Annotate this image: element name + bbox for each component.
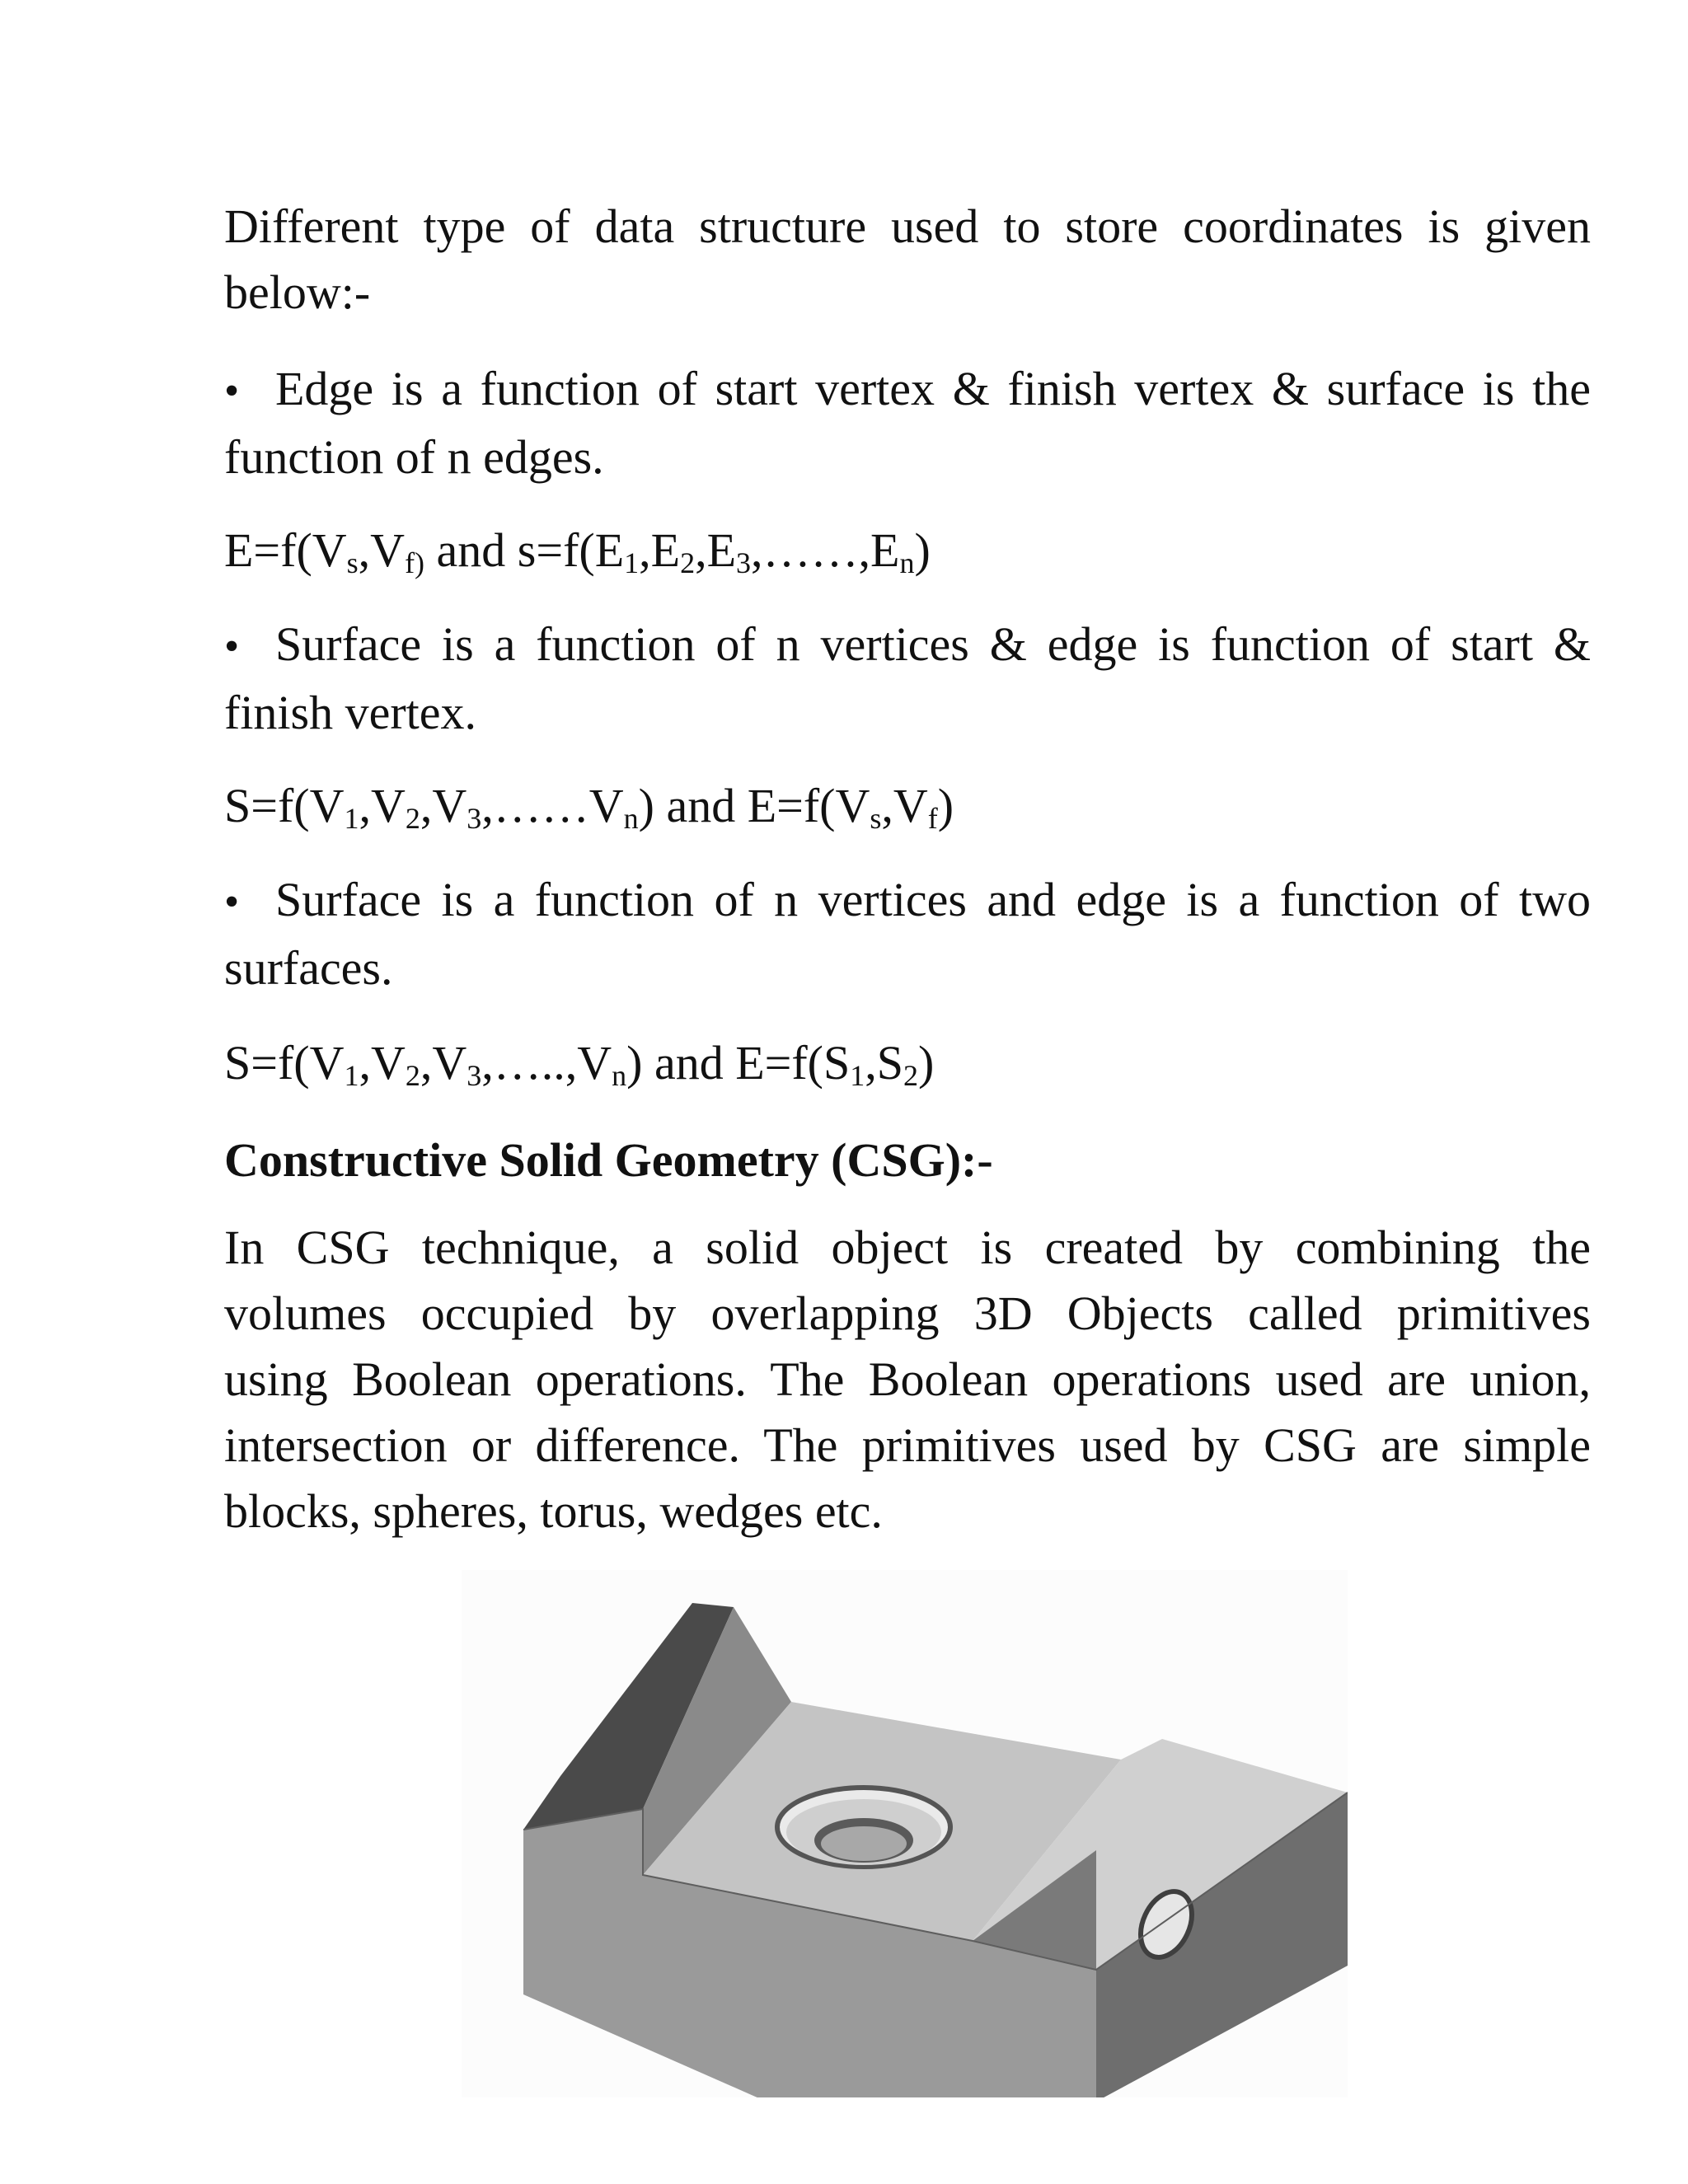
eq-text: ,……V [481, 779, 624, 832]
bullet-icon [224, 356, 275, 424]
eq-subscript: n [899, 546, 915, 579]
eq-subscript: 1 [850, 1059, 865, 1092]
bullet-icon [224, 867, 275, 935]
eq-text: ,V [359, 779, 406, 832]
eq-text: and s=f(E [424, 523, 625, 577]
eq-text: ) and E=f(V [638, 779, 870, 832]
eq-text: ,……,E [751, 523, 900, 577]
eq-subscript: 2 [680, 546, 696, 579]
eq-text: ,V [881, 779, 928, 832]
csg-solid-illustration [462, 1570, 1348, 2097]
csg-line-3: using Boolean operations. The Boolean operations used are union, [224, 1352, 1591, 1406]
eq-text: ,E [695, 523, 737, 577]
through-hole-bottom-icon [821, 1826, 907, 1861]
csg-line-5: blocks, spheres, torus, wedges etc. [224, 1484, 883, 1538]
eq-subscript: 3 [467, 1059, 482, 1092]
bullet-1-line-1: Edge is a function of start vertex & finish vertex & surface is the [275, 362, 1591, 415]
intro-line-2: below:- [224, 265, 371, 319]
eq-subscript: 2 [405, 1059, 420, 1092]
csg-line-1: In CSG technique, a solid object is created by combining the [224, 1221, 1591, 1274]
csg-solid-figure [462, 1570, 1348, 2097]
eq-subscript: s [346, 546, 359, 579]
eq-subscript: n [612, 1059, 627, 1092]
bullet-1-line-2: function of n edges. [224, 430, 604, 484]
eq-subscript: 2 [903, 1059, 919, 1092]
eq-subscript: 3 [736, 546, 752, 579]
eq-subscript: n [623, 802, 639, 835]
intro-line-1: Different type of data structure used to store coordinates is given [224, 199, 1591, 253]
eq-text: ,V [420, 779, 467, 832]
intro-paragraph [224, 194, 1591, 326]
eq-text: ) [918, 1036, 935, 1090]
csg-line-4: intersection or difference. The primitives used by CSG are simple [224, 1418, 1591, 1472]
eq-text: ) [914, 523, 931, 577]
eq-text: E=f(V [224, 523, 347, 577]
eq-text: ,V [359, 1036, 406, 1090]
csg-line-2: volumes occupied by overlapping 3D Objects called primitives [224, 1286, 1591, 1340]
eq-text: ,V [358, 523, 406, 577]
equation-2 [224, 773, 954, 839]
eq-subscript: f [927, 802, 938, 835]
bullet-2-line-2: finish vertex. [224, 686, 477, 739]
eq-subscript: 1 [344, 802, 359, 835]
equation-1 [224, 518, 931, 583]
eq-subscript: 1 [344, 1059, 359, 1092]
eq-text: ,V [420, 1036, 467, 1090]
bullet-2-line-1: Surface is a function of n vertices & edge is function of start & [275, 617, 1591, 671]
csg-paragraph [224, 1215, 1591, 1544]
eq-text: ,…..,V [481, 1036, 612, 1090]
eq-text: S=f(V [224, 1036, 345, 1090]
eq-text: ,S [865, 1036, 904, 1090]
bullet-item-2 [224, 612, 1591, 746]
eq-subscript: 3 [467, 802, 482, 835]
bullet-icon [224, 612, 275, 680]
section-heading: Constructive Solid Geometry (CSG):- [224, 1133, 993, 1187]
eq-text: ) and E=f(S [626, 1036, 851, 1090]
eq-text: ,E [639, 523, 681, 577]
eq-subscript: f) [405, 546, 425, 579]
bullet-3-line-2: surfaces. [224, 941, 393, 995]
eq-subscript: 2 [405, 802, 420, 835]
eq-text: S=f(V [224, 779, 345, 832]
equation-3 [224, 1030, 934, 1096]
bullet-item-3 [224, 867, 1591, 1001]
bullet-item-1 [224, 356, 1591, 490]
eq-subscript: 1 [624, 546, 640, 579]
eq-subscript: s [870, 802, 882, 835]
eq-text: ) [937, 779, 954, 832]
bullet-3-line-1: Surface is a function of n vertices and edge is a function of two [275, 873, 1591, 926]
